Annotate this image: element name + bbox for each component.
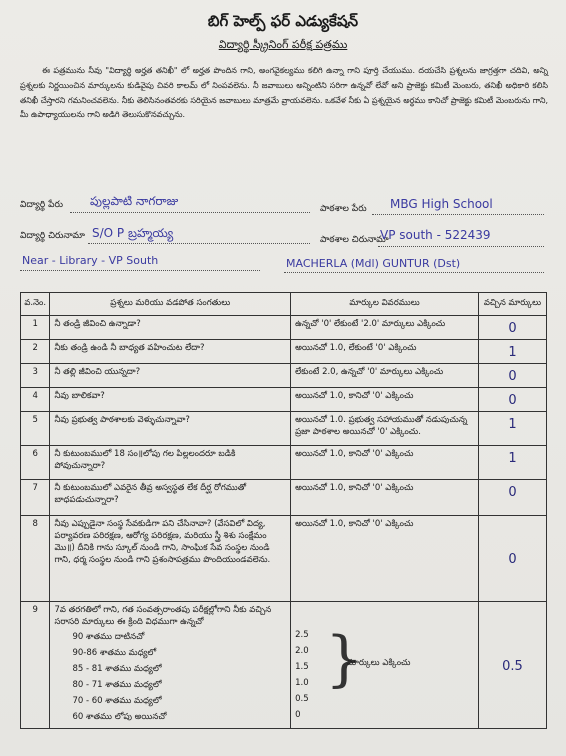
handwritten-mark: 0: [508, 552, 517, 567]
row-question: నీ కుటుంబములో ఎవరైన తీవ్ర అస్వస్థత లేక దీర్ఘ రోగముతో బాధపడుచున్నారా?: [50, 480, 291, 516]
row-marks-rule: అయినచో 1.0. ప్రభుత్వ సహాయముతో నడుపుచున్న ప్రజా పాఠశాల అయినచో '0' ఎక్కించు.: [291, 412, 479, 446]
col-header-questions: ప్రశ్నలు మరియు వడపోత సంగతులు: [50, 293, 291, 316]
percentage-ranges: [54, 629, 286, 725]
school-name-label: పాఠశాల పేరు: [320, 204, 367, 214]
student-address-line: [88, 243, 310, 244]
row-number: 9: [21, 602, 50, 729]
row-marks-obtained[interactable]: [478, 480, 546, 516]
school-address-value[interactable]: VP south - 522439: [380, 228, 491, 242]
range-item: 60 శాతము లోపు అయినచో: [72, 712, 167, 722]
row-number: 8: [21, 516, 50, 602]
table-row: [21, 602, 547, 729]
form-title: బిగ్ హెల్ప్ ఫర్ ఎడ్యుకేషన్: [207, 12, 359, 30]
instructions-paragraph: ఈ పత్రమును నీవు "విద్యార్థి అర్హత తనిఖీ" లో అర్హత పొందిన గాని, అంగవైకల్యము కలిగి ఉన్నా గాని పూర్తి చేయుము. దయచేసి ప్రశ్నలను జాగ్రత్తగా చదివి, అన్ని ప్రశ్నలకు నిర్ణయించిన మార్కులను కుడివైపు చివరి కాలమ్ లో నింపవలెను. నీ జవాబులు అన్నింటిని సరిగా ఉన్నవో లేవో అని ప్రాజెక్టు కమిటీ మెంబరు, తనిఖీ అధికారి కలిసి తనిఖీ చేస్తారని గమనించవలెను. నీకు తెలిసినంతవరకు సరియైన జవాబులు మాత్రమే వ్రాయవలెను. ఒకవేళ నీకు ఏ ప్రశ్నయైన అర్థము కానిచో ప్రాజెక్టు కమిటీ మెంబరును గాని, మీ ఉపాధ్యాయులను గాని అడిగి తెలుసుకొనవచ్చును.: [20, 66, 548, 120]
table-row: [21, 412, 547, 446]
table-row: [21, 480, 547, 516]
row-marks-obtained[interactable]: [478, 446, 546, 480]
school-address-line: [378, 246, 544, 247]
range-item: 80 - 71 శాతము మధ్యలో: [72, 680, 162, 690]
form-subtitle: విద్యార్థి స్క్రీనింగ్ పరీక్ష పత్రము: [218, 38, 348, 51]
row-marks-rule: అయినచో 1.0, కానిచో '0' ఎక్కించు: [291, 480, 479, 516]
row-marks-rule: అయినచో 1.0, లేకుంటే '0' ఎక్కించు: [291, 340, 479, 364]
student-address-label: విద్యార్థి చిరునామా: [20, 231, 85, 241]
student-address-line-2: [20, 270, 260, 271]
handwritten-mark: 1: [508, 417, 517, 432]
table-row: [21, 446, 547, 480]
row-question: నీవు ఎప్పుడైనా సంస్థ సేవకుడిగా పని చేసినావా? (వేసవిలో విద్య, పర్యావరణ పరిరక్షణ, ఆరోగ్య పరిరక్షణ, మరియు స్త్రీ శిశు సంక్షేమం మొ॥) దీనికి గాను స్కూల్ నుండి గాని, సాంఘిక సేవ సంస్థల నుండి గాని, ధర్మ సంస్థల నుండి గాని ప్రశంసాపత్రము పొందియుండవలెను.: [50, 516, 291, 602]
row-marks-scale: [291, 602, 479, 729]
scale-value: 1.5: [295, 662, 309, 672]
student-name-value[interactable]: పుల్లపాటి నాగరాజు: [90, 194, 179, 208]
handwritten-mark: 0.5: [502, 658, 523, 674]
table-row: [21, 516, 547, 602]
row-marks-obtained[interactable]: [478, 364, 546, 388]
row-marks-rule: అయినచో 1.0, కానిచో '0' ఎక్కించు: [291, 516, 479, 602]
row-marks-obtained[interactable]: [478, 516, 546, 602]
student-address-value[interactable]: S/O P బ్రహ్మయ్య: [92, 226, 174, 240]
table-header-row: [21, 293, 547, 316]
row-marks-obtained[interactable]: [478, 412, 546, 446]
row-marks-rule: లేకుంటే 2.0, ఉన్నచో '0' మార్కులు ఎక్కించు: [291, 364, 479, 388]
row-number: 5: [21, 412, 50, 446]
row-number: 2: [21, 340, 50, 364]
scale-value: 2.0: [295, 646, 309, 656]
handwritten-mark: 0: [508, 485, 517, 500]
row-question: నీ కుటుంబములో 18 సం॥లోపు గల పిల్లలందరూ బడికి పోవుచున్నారా?: [50, 446, 291, 480]
row-question: నీవు బాలికవా?: [50, 388, 291, 412]
row-marks-obtained[interactable]: [478, 340, 546, 364]
range-item: 70 - 60 శాతము మధ్యలో: [72, 696, 162, 706]
col-header-marks-obtained: వచ్చిన మార్కులు: [478, 293, 546, 316]
row-marks-rule: అయినచో 1.0, కానిచో '0' ఎక్కించు: [291, 388, 479, 412]
scale-value: 2.5: [295, 630, 309, 640]
range-item: 85 - 81 శాతము మధ్యలో: [72, 664, 162, 674]
school-address-label: పాఠశాల చిరునామా: [320, 235, 389, 245]
scale-value: 0.5: [295, 694, 309, 704]
handwritten-mark: 0: [508, 393, 517, 408]
handwritten-mark: 0: [508, 321, 517, 336]
screening-table: [20, 292, 547, 729]
scale-value: 1.0: [295, 678, 309, 688]
row-number: 3: [21, 364, 50, 388]
table-row: [21, 316, 547, 340]
school-name-line: [372, 214, 544, 215]
handwritten-mark: 1: [508, 345, 517, 360]
col-header-serial: వ.నెం.: [21, 293, 50, 316]
school-address-value-2[interactable]: MACHERLA (Mdl) GUNTUR (Dst): [286, 257, 461, 270]
row-question: నీకు తండ్రి ఉండి నీ బాధ్యత వహించుట లేదా?: [50, 340, 291, 364]
handwritten-mark: 0: [508, 369, 517, 384]
student-name-label: విద్యార్థి పేరు: [20, 200, 63, 210]
row-number: 1: [21, 316, 50, 340]
row-question: నీవు ప్రభుత్వ పాఠశాలకు వెళ్ళుచున్నావా?: [50, 412, 291, 446]
table-row: [21, 388, 547, 412]
row-number: 6: [21, 446, 50, 480]
row-number: 7: [21, 480, 50, 516]
row-question: నీ తండ్రి జీవించి ఉన్నాడా?: [50, 316, 291, 340]
student-address-value-2[interactable]: Near - Library - VP South: [22, 254, 159, 267]
row-number: 4: [21, 388, 50, 412]
scale-value: 0: [295, 710, 301, 720]
scale-label: మార్కులు ఎక్కించు: [347, 658, 411, 668]
school-address-line-2: [284, 272, 544, 273]
row-marks-rule: అయినచో 1.0, కానిచో '0' ఎక్కించు: [291, 446, 479, 480]
row-question: 7వ తరగతిలో గాని, గత సంవత్సరాంతపు పరీక్షల్లోగాని నీకు వచ్చిన సరాసరి మార్కులు ఈ క్రింది విధముగా ఉన్నచో: [54, 605, 272, 627]
student-name-line: [70, 212, 310, 213]
table-row: [21, 340, 547, 364]
row-question-with-ranges: [50, 602, 291, 729]
scale-values: [295, 627, 309, 723]
table-row: [21, 364, 547, 388]
range-item: 90 శాతము దాటినచో: [72, 632, 145, 642]
row-marks-obtained[interactable]: [478, 316, 546, 340]
handwritten-mark: 1: [508, 451, 517, 466]
range-item: 90-86 శాతము మధ్యలో: [72, 648, 157, 658]
row-marks-rule: ఉన్నచో '0' లేకుంటే '2.0' మార్కులు ఎక్కించు: [291, 316, 479, 340]
col-header-marks-details: మార్కుల వివరములు: [291, 293, 479, 316]
row-question: నీ తల్లి జీవించి యున్నదా?: [50, 364, 291, 388]
school-name-value[interactable]: MBG High School: [390, 197, 493, 211]
row-marks-obtained[interactable]: [478, 602, 546, 729]
row-marks-obtained[interactable]: [478, 388, 546, 412]
brace-symbol: }: [325, 624, 364, 694]
